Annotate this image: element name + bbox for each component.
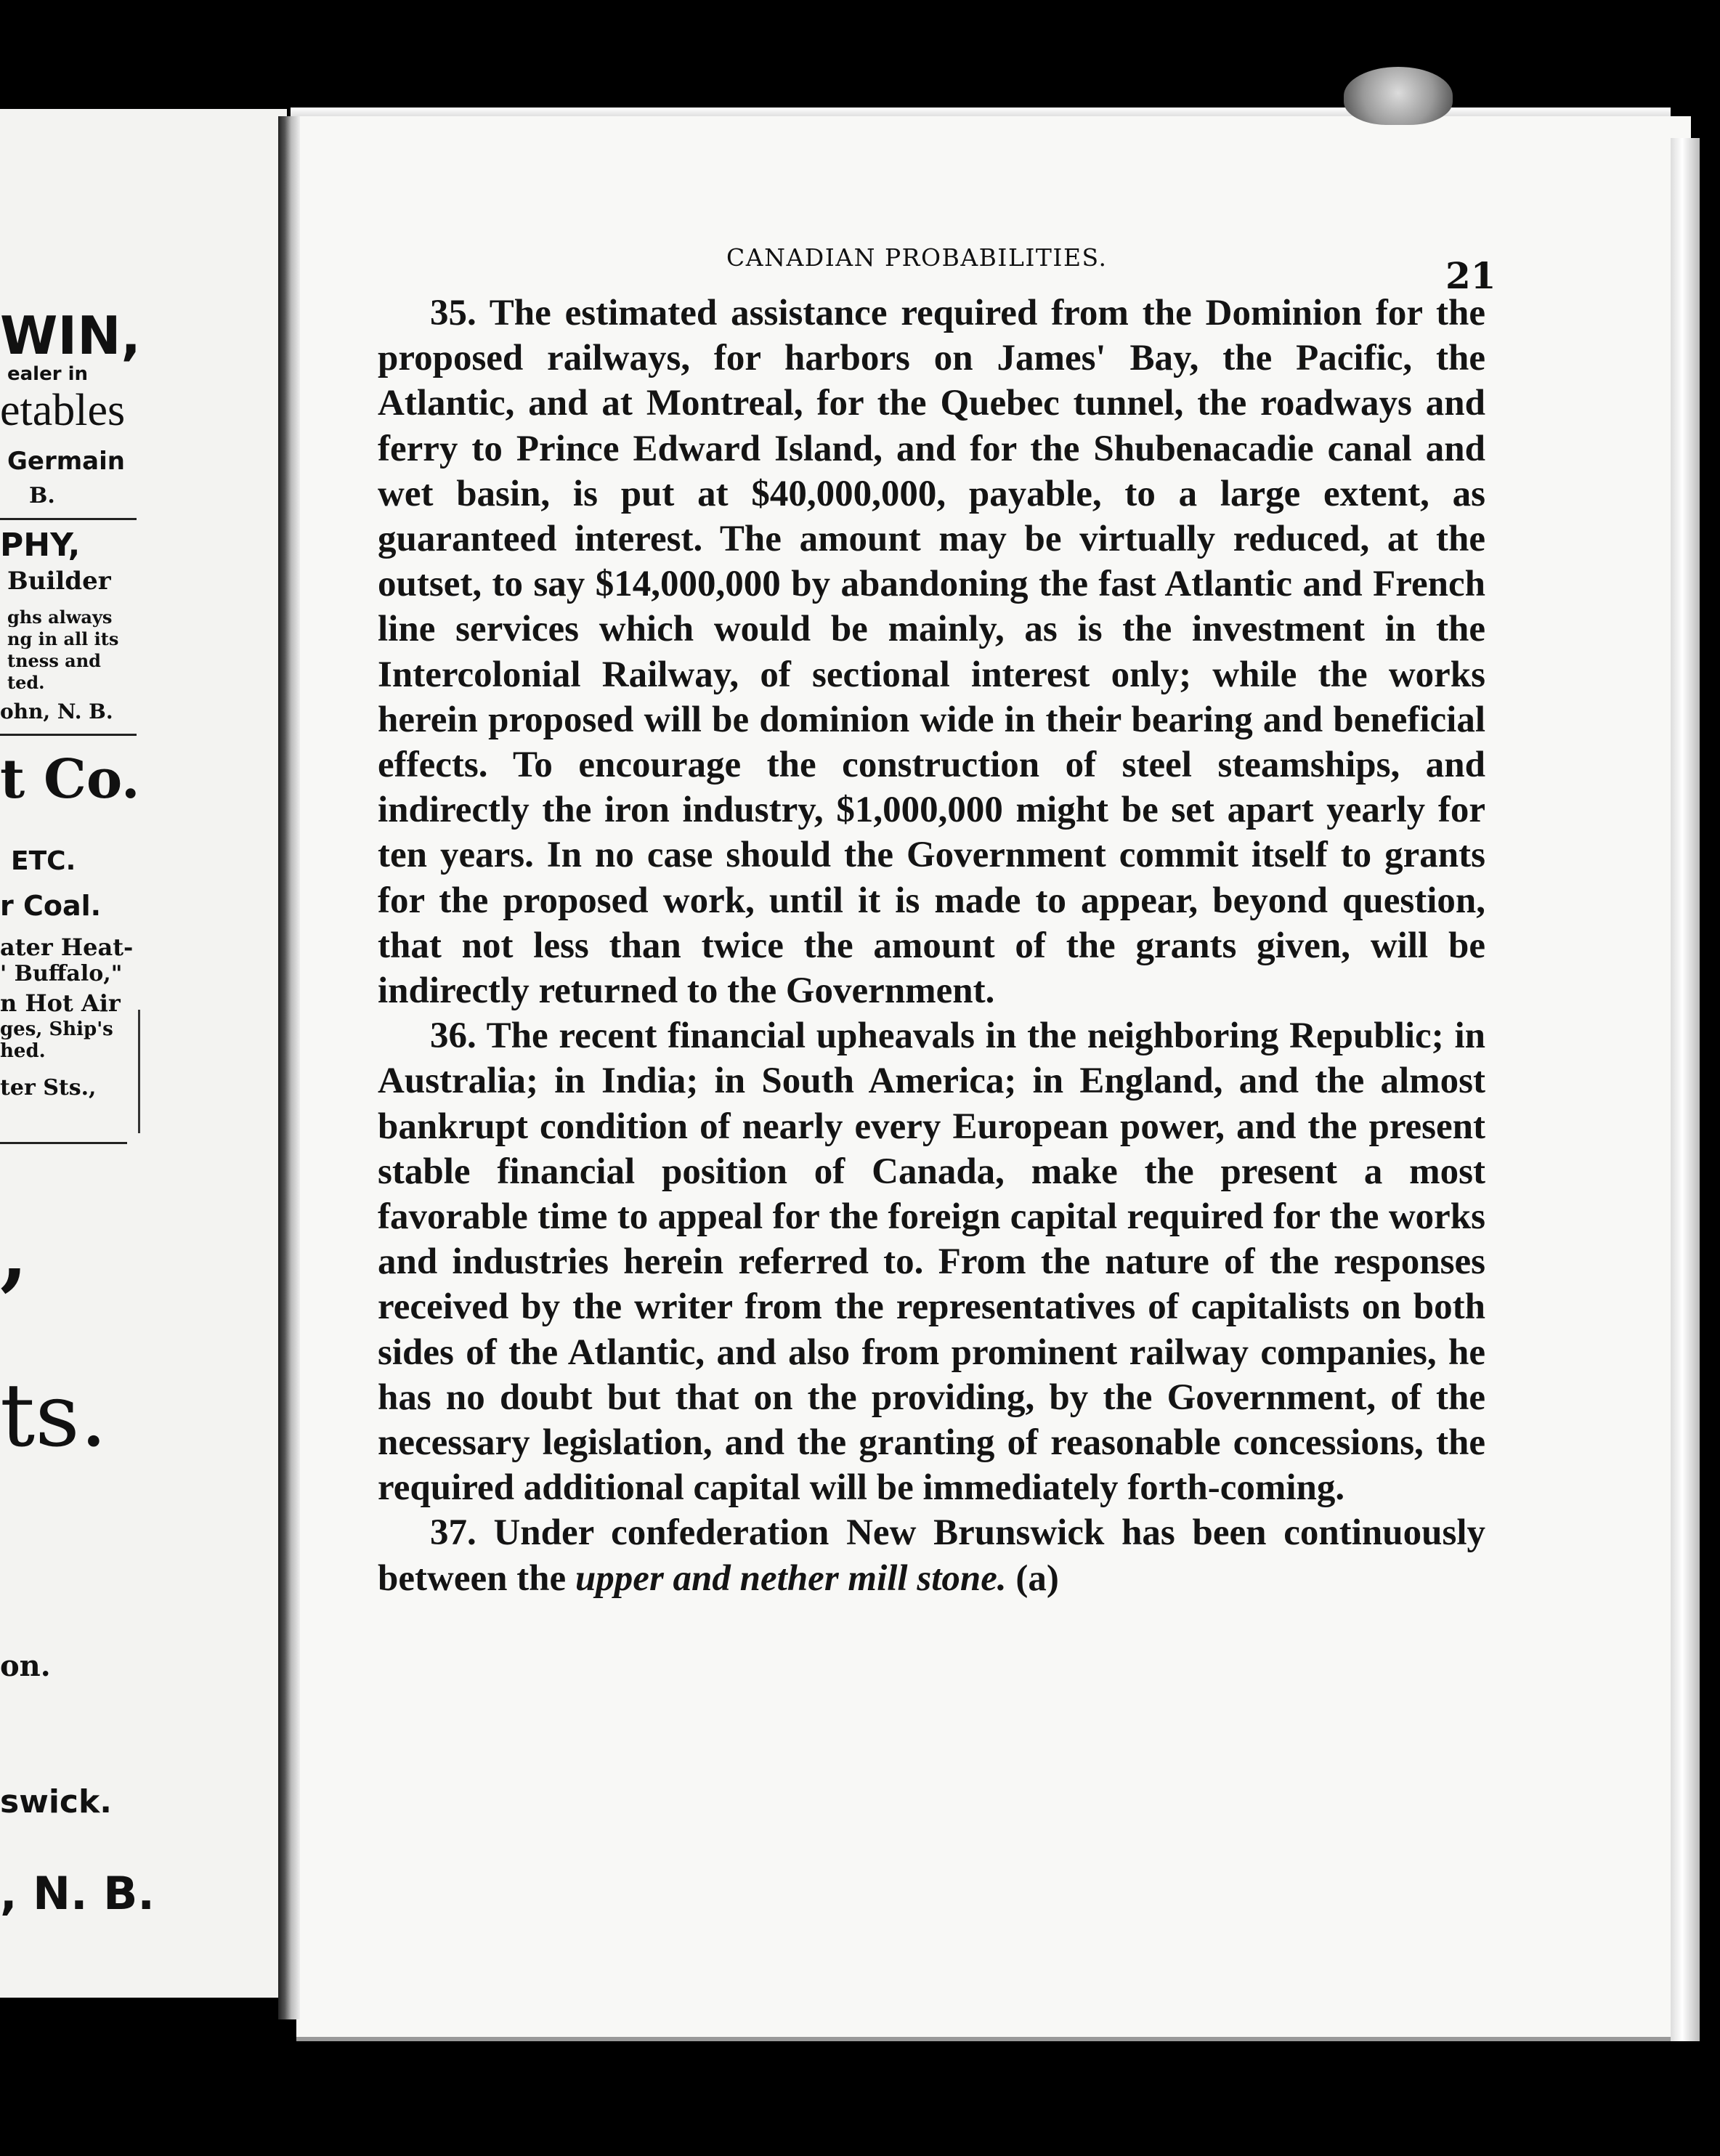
paragraph-36: 36. The recent financial upheavals in the neighboring Republic; in Australia; in India; in South America; in England, and the almost bankrupt condition of nearly every European power, and the present stable financial position of Canada, make the present a most favorable time to appeal for the foreign capital required for the works and industries herein referred to. From the nature of the responses received by the writer from the representatives of capitalists on both sides of the Atlantic, and also from prominent railway companies, he has no doubt but that on the providing, by the Government, of the necessary legislation, and the granting of reasonable concessions, the required additional capital will be immediately forth-coming. bbox=[378, 1016, 1485, 1509]
ad-fragment: ' Buffalo," bbox=[0, 961, 123, 986]
ad-vertical-rule bbox=[138, 1010, 140, 1133]
ad-fragment: ater Heat- bbox=[0, 933, 134, 961]
ad-fragment: ghs always bbox=[7, 607, 113, 628]
ad-fragment: etables bbox=[0, 386, 126, 435]
ad-fragment: WIN, bbox=[0, 305, 141, 366]
ad-fragment: Germain bbox=[7, 447, 125, 476]
paragraph-35: 35. The estimated assistance required from the Dominion for the proposed railways, for harbors on James' Bay, the Pacific, the Atlantic, and at Montreal, for the Quebec tunnel, the roadways and ferry to Prince Edward Island, and for the Shubenacadie canal and wet basin, is put at $40,000,000, payable, to a large extent, as guaranteed interest. The amount may be virtually reduced, at the outset, to say $14,000,000 by abandoning the fast Atlantic and French line services which would be mainly, as is the investment in the Intercolonial Railway, of sectional interest only; while the works herein proposed will be dominion wide in their bearing and beneficial effects. To encourage the construction of steel steamships, and indirectly the iron industry, $1,000,000 might be set apart yearly for ten years. In no case should the Government commit itself to grants for the proposed work, until it is made to appear, beyond question, that not less than twice the amount of the grants given, will be indirectly returned to the Government. bbox=[378, 293, 1485, 1012]
ad-fragment: ted. bbox=[7, 672, 45, 693]
paragraph-37 bbox=[378, 1510, 1485, 1600]
ad-fragment: ter Sts., bbox=[0, 1075, 97, 1101]
ad-fragment: tness and bbox=[7, 650, 101, 671]
ad-fragment: t Co. bbox=[0, 748, 140, 811]
ad-fragment: n Hot Air bbox=[0, 989, 121, 1017]
ad-fragment: on. bbox=[0, 1649, 51, 1683]
ad-divider bbox=[0, 518, 137, 520]
ad-fragment: swick. bbox=[0, 1783, 112, 1820]
ad-divider bbox=[0, 734, 137, 736]
ad-fragment: hed. bbox=[0, 1040, 46, 1062]
ad-divider bbox=[0, 1142, 127, 1144]
paper-damage-mark bbox=[1344, 67, 1453, 125]
ad-fragment: B. bbox=[29, 483, 55, 508]
ad-fragment: ges, Ship's bbox=[0, 1018, 113, 1040]
page-right-edge bbox=[1671, 138, 1700, 2041]
body-text bbox=[378, 291, 1485, 1601]
paragraph-37-note: (a) bbox=[1006, 1557, 1059, 1599]
paragraph-37-italic: upper and nether mill stone. bbox=[575, 1557, 1007, 1599]
running-head: CANADIAN PROBABILITIES. bbox=[726, 243, 1108, 272]
ad-fragment: ETC. bbox=[11, 846, 76, 876]
ad-fragment: , bbox=[0, 1206, 28, 1300]
book-gutter bbox=[278, 116, 300, 2019]
page-number: 21 bbox=[1445, 254, 1496, 297]
ad-fragment: , N. B. bbox=[0, 1867, 155, 1920]
paragraph-37-text: 37. Under confederation New Brunswick has been continuously between the bbox=[378, 1512, 1485, 1599]
ad-fragment: ealer in bbox=[7, 363, 89, 385]
ad-fragment: ts. bbox=[0, 1366, 108, 1467]
ad-fragment: Builder bbox=[7, 567, 111, 596]
ad-fragment: r Coal. bbox=[0, 890, 102, 922]
ad-fragment: ng in all its bbox=[7, 628, 119, 649]
ad-fragment: PHY, bbox=[0, 527, 81, 564]
ad-fragment: ohn, N. B. bbox=[0, 700, 113, 724]
